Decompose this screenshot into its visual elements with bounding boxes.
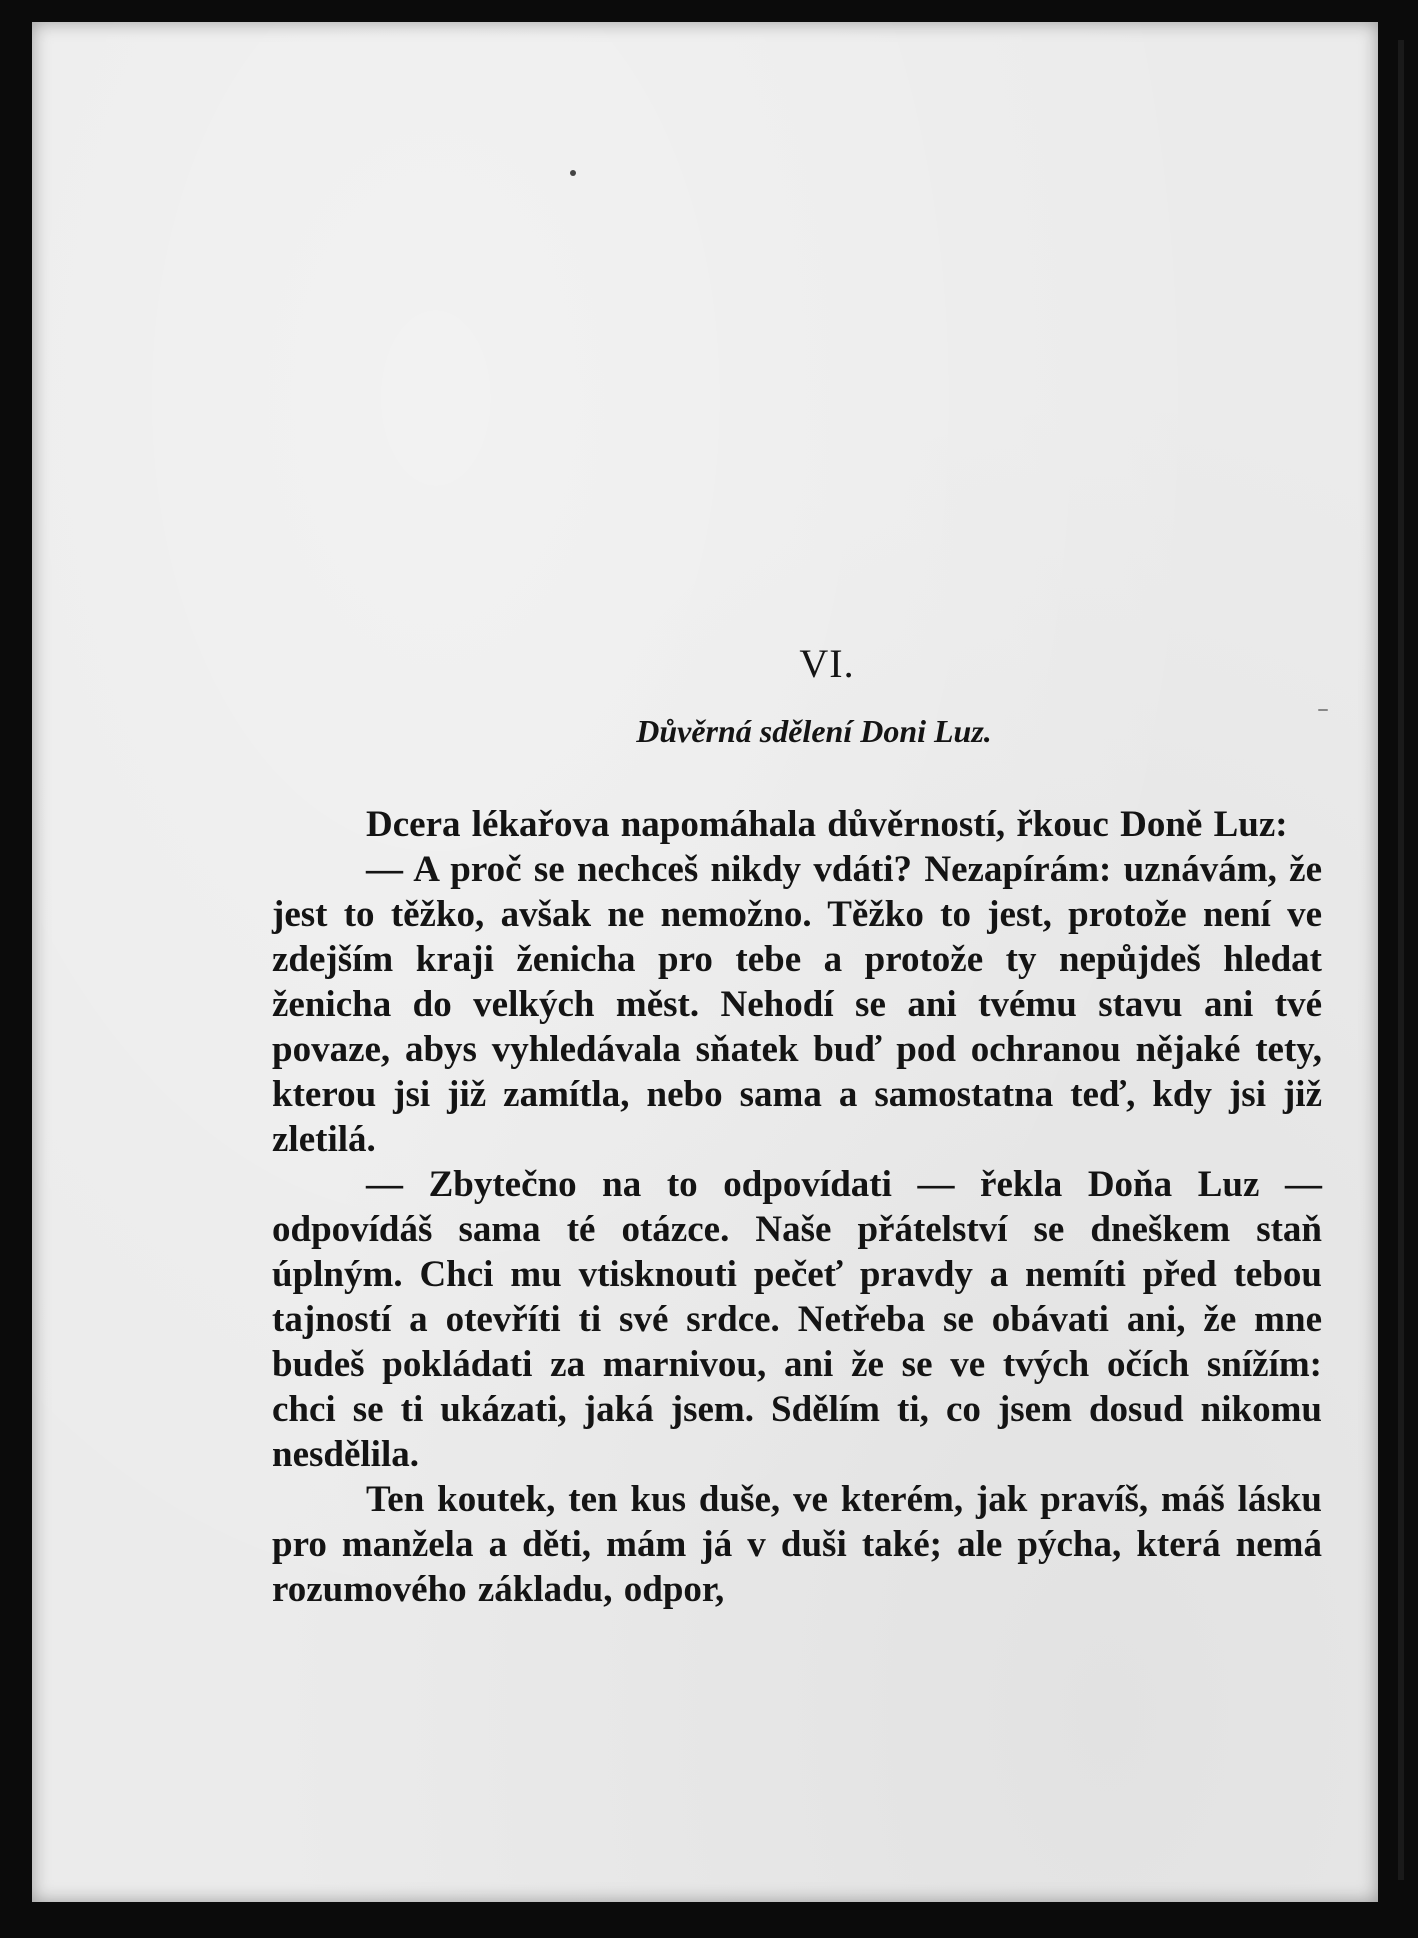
paragraph-1: Dcera lékařova napomáhala důvěrností, řkouc Doně Luz: [366, 804, 1288, 845]
paragraph-4: Ten koutek, ten kus duše, ve kterém, jak pravíš, máš lásku pro manžela a děti, mám já v duši také; ale pýcha, která nemá rozumového základu, odpor, [272, 1479, 1322, 1610]
page-edge [1398, 40, 1404, 1880]
chapter-title: Důvěrná sdělení Doni Luz. [636, 713, 992, 749]
page-text [272, 640, 1322, 1612]
ink-speck [570, 170, 576, 176]
paragraph-2: — A proč se nechceš nikdy vdáti? Nezapírám: uznávám, že jest to těžko, avšak ne nemožno. Těžko to jest, protože není ve zdejším kraji ženicha pro tebe a protože ty nepůjdeš hledat ženicha do velkých měst. Nehodí se ani tvému stavu ani tvé povaze, abys vyhledávala sňatek buď pod ochranou nějaké tety, kterou jsi již zamítla, nebo sama a samostatna teď, kdy jsi již zletilá. [272, 849, 1322, 1160]
chapter-number: VI. [799, 641, 855, 686]
paragraph-3: — Zbytečno na to odpovídati — řekla Doňa Luz — odpovídáš sama té otázce. Naše přátelství se dneškem staň úplným. Chci mu vtisknouti pečeť pravdy a nemíti před tebou tajností a otevříti ti své srdce. Netřeba se obávati ani, že mne budeš pokládati za marnivou, ani že se ve tvých očích snížím: chci se ti ukázati, jaká jsem. Sdělím ti, co jsem dosud nikomu nesdělila. [272, 1164, 1322, 1475]
